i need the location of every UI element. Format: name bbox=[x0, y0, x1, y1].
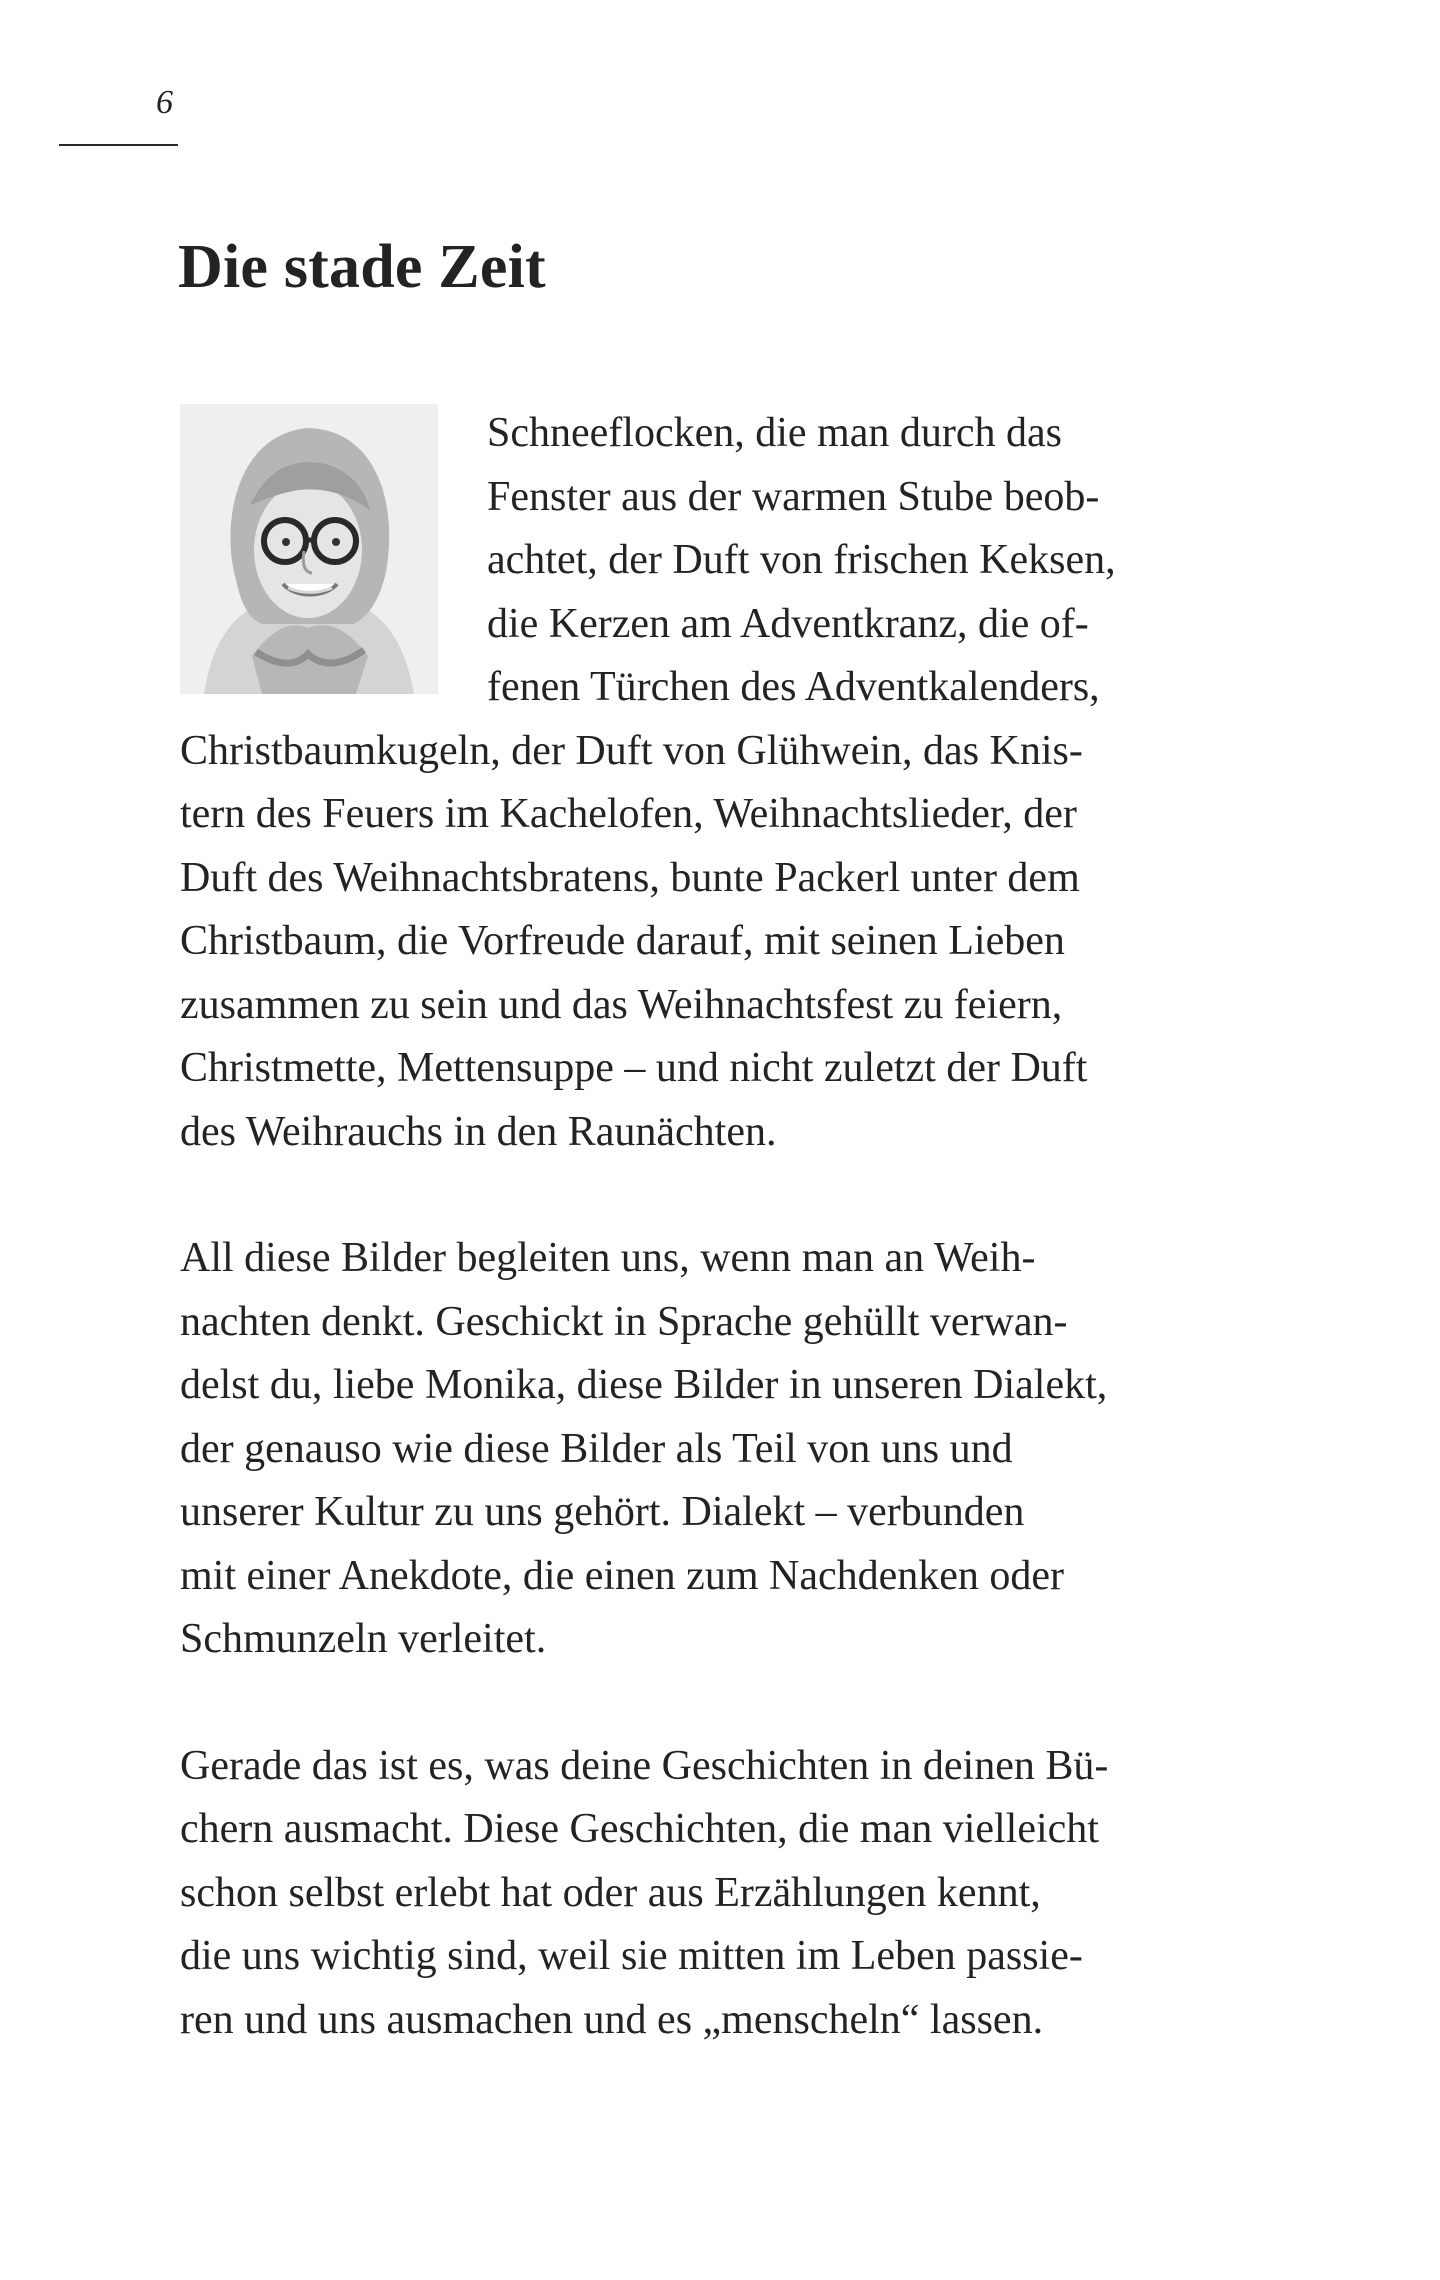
paragraph-line: zusammen zu sein und das Weihnachtsfest zu feiern, bbox=[180, 981, 1063, 1028]
paragraph-line: mit einer Anekdote, die einen zum Nachdenken oder bbox=[180, 1552, 1065, 1599]
paragraph-line: Gerade das ist es, was deine Geschichten in deinen Bü- bbox=[180, 1742, 1109, 1789]
page-number: 6 bbox=[156, 84, 173, 121]
paragraph-line: achtet, der Duft von frischen Keksen, bbox=[487, 537, 1116, 583]
paragraph-line: fenen Türchen des Adventkalenders, bbox=[487, 664, 1100, 710]
paragraph-line: Christbaum, die Vorfreude darauf, mit seinen Lieben bbox=[180, 918, 1065, 964]
paragraph-line: schon selbst erlebt hat oder aus Erzählungen kennt, bbox=[180, 1869, 1041, 1916]
paragraph-line: Christbaumkugeln, der Duft von Glühwein, das Knis- bbox=[180, 727, 1083, 774]
paragraph-line: All diese Bilder begleiten uns, wenn man an Weih- bbox=[180, 1235, 1036, 1281]
paragraph-line: des Weihrauchs in den Raunächten. bbox=[180, 1108, 777, 1155]
paragraph-line: Schmunzeln verleitet. bbox=[180, 1616, 547, 1662]
paragraph-line: Schneeflocken, die man durch das bbox=[487, 410, 1062, 456]
paragraph-line: tern des Feuers im Kachelofen, Weihnachtslieder, der bbox=[180, 791, 1077, 837]
paragraph-line: delst du, liebe Monika, diese Bilder in unseren Dialekt, bbox=[180, 1362, 1108, 1408]
author-portrait bbox=[180, 404, 438, 694]
paragraph-2 bbox=[180, 1227, 1260, 1672]
paragraph-line: Fenster aus der warmen Stube beob- bbox=[487, 473, 1100, 520]
paragraph-3 bbox=[180, 1735, 1260, 2053]
article-body bbox=[180, 402, 1260, 2052]
paragraph-line: der genauso wie diese Bilder als Teil von uns und bbox=[180, 1425, 1013, 1472]
paragraph-line: nachten denkt. Geschickt in Sprache gehüllt verwan- bbox=[180, 1298, 1068, 1345]
page-title: Die stade Zeit bbox=[178, 233, 546, 301]
paragraph-line: Duft des Weihnachtsbratens, bunte Packerl unter dem bbox=[180, 854, 1080, 901]
paragraph-line: chern ausmacht. Diese Geschichten, die man vielleicht bbox=[180, 1806, 1099, 1852]
paragraph-line: die Kerzen am Adventkranz, die of- bbox=[487, 600, 1089, 647]
paragraph-line: unserer Kultur zu uns gehört. Dialekt – verbunden bbox=[180, 1489, 1025, 1535]
paragraph-line: Christmette, Mettensuppe – und nicht zuletzt der Duft bbox=[180, 1045, 1088, 1091]
paragraph-line: die uns wichtig sind, weil sie mitten im Leben passie- bbox=[180, 1933, 1083, 1979]
paragraph-line: ren und uns ausmachen und es „menscheln“ lassen. bbox=[180, 1996, 1044, 2043]
header-rule bbox=[59, 144, 178, 146]
